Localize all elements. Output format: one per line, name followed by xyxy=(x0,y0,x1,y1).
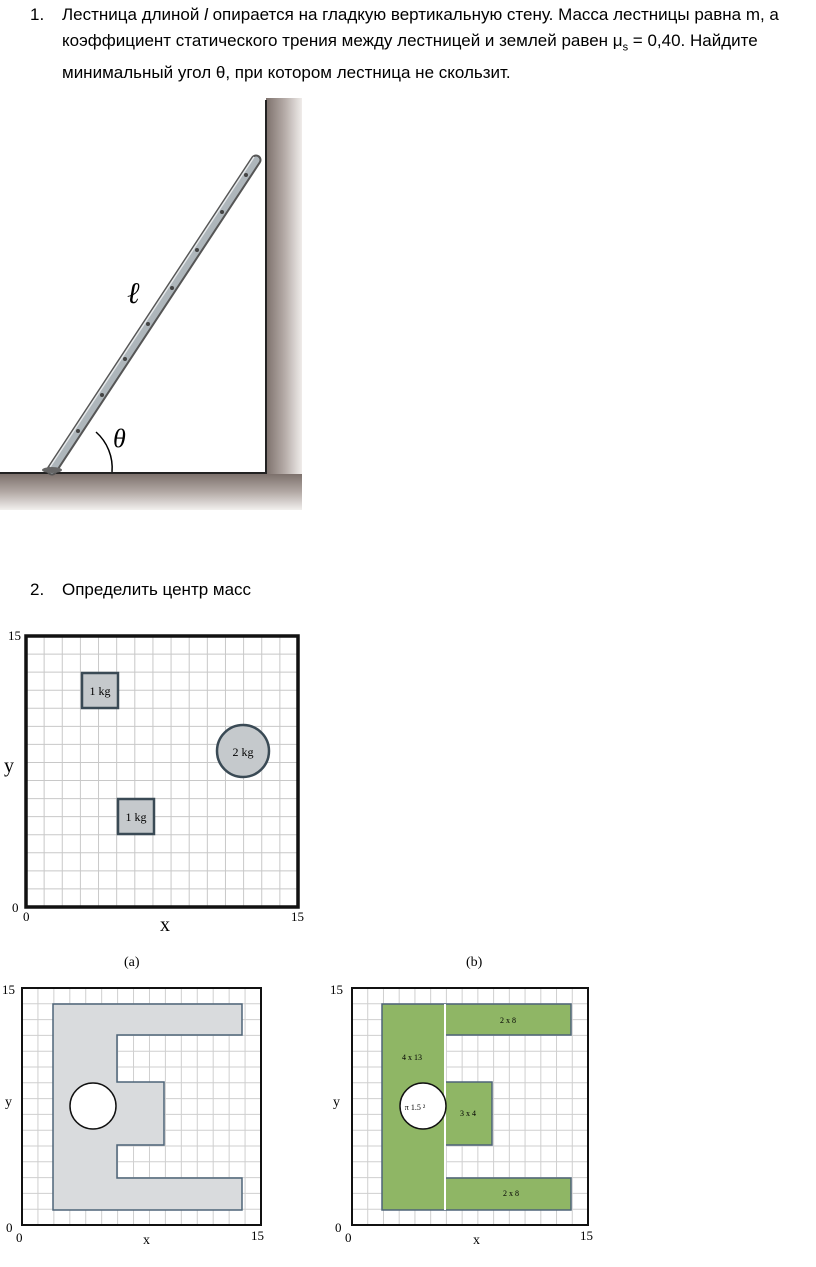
problem-number: 1. xyxy=(30,5,45,24)
x-zero-label: 0 xyxy=(345,1230,352,1245)
x-zero-label: 0 xyxy=(23,909,30,924)
x-max-label: 15 xyxy=(580,1228,593,1243)
hole xyxy=(70,1083,116,1129)
problem-2-text: Определить центр масс xyxy=(62,580,252,599)
y-max-label: 15 xyxy=(2,982,15,997)
svg-text:2 kg: 2 kg xyxy=(232,745,254,759)
ladder xyxy=(42,157,256,473)
mass-grid-figure xyxy=(0,625,320,937)
svg-text:1 kg: 1 kg xyxy=(89,684,111,698)
wall xyxy=(266,98,302,508)
origin-label: 0 xyxy=(12,900,19,915)
mass-circle-2 xyxy=(217,725,269,777)
region-label-middle: 3 x 4 xyxy=(460,1109,476,1118)
y-max-label: 15 xyxy=(330,982,343,997)
origin-label: 0 xyxy=(6,1220,13,1235)
region-label-bottom: 2 x 8 xyxy=(503,1189,519,1198)
problem-1 xyxy=(30,2,810,86)
x-zero-label: 0 xyxy=(16,1230,23,1245)
y-max-label: 15 xyxy=(8,628,21,643)
length-label: ℓ xyxy=(127,277,140,310)
x-axis-label: x xyxy=(473,1233,480,1248)
region-label-left: 4 x 13 xyxy=(402,1053,422,1062)
angle-label: θ xyxy=(113,424,126,453)
x-max-label: 15 xyxy=(251,1228,264,1243)
region-label-top: 2 x 8 xyxy=(500,1016,516,1025)
angle-arc xyxy=(96,432,112,472)
x-axis-label: x xyxy=(160,914,170,936)
problem-2 xyxy=(30,577,251,603)
origin-label: 0 xyxy=(335,1220,342,1235)
caption-a: (a) xyxy=(124,955,140,970)
x-axis-label: x xyxy=(143,1233,150,1248)
caption-b: (b) xyxy=(466,955,483,970)
problem-number: 2. xyxy=(30,580,45,599)
y-axis-label: y xyxy=(4,755,14,777)
mass-square-3 xyxy=(118,799,154,834)
shape-b-figure xyxy=(328,948,614,1248)
problem-1-text: Лестница длиной l опирается на гладкую вертикальную стену. Масса лестницы равна m, а коэффициент статического трения между лестницей и землей равен $\mu_s = 0,40$. Найдите минимальный угол θ, при котором лестница не скользит. xyxy=(62,5,779,83)
y-axis-label: y xyxy=(5,1095,12,1110)
y-axis-label: y xyxy=(333,1095,340,1110)
mass-square-1 xyxy=(82,673,118,708)
x-max-label: 15 xyxy=(291,909,304,924)
svg-text:1 kg: 1 kg xyxy=(125,810,147,824)
ladder-figure xyxy=(0,98,306,516)
shape-a-figure xyxy=(0,948,280,1248)
region-label-hole: π 1.5 ² xyxy=(404,1103,426,1112)
floor xyxy=(0,474,302,510)
